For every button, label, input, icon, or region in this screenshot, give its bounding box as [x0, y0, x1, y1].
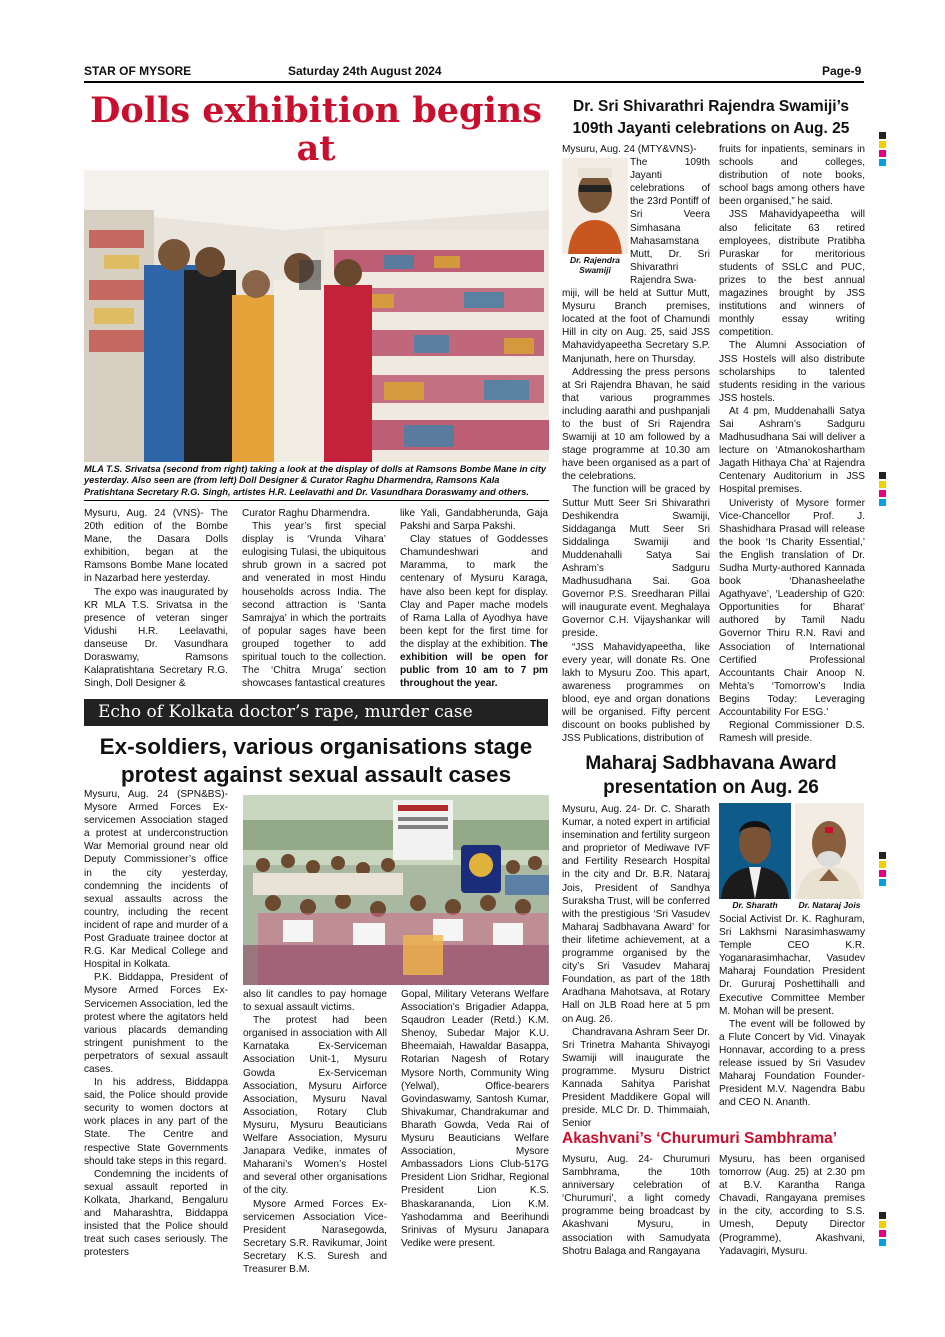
header-rule	[84, 81, 864, 83]
registration-mark-cyan-4	[879, 1239, 886, 1246]
newspaper-name: STAR OF MYSORE	[84, 64, 192, 78]
dolls-caption-rule	[84, 500, 549, 501]
page-number: Page-9	[822, 64, 862, 78]
registration-mark-black-2	[879, 472, 886, 479]
dolls-column-3: like Yali, Gandabherunda, Gaja Pakshi and Sarpa Pakshi. Clay statues of Goddesses Chamundeshwari and Maramma, to mark the centenary of Mysuru Karaga, have also been kept for display. Clay and Paper mache models of Rama Lalla of Ayodhya have been kept for the first time for the display at the exhibition. The exhibition will be open for public from 10 am to 7 pm throughout the year.	[400, 508, 548, 690]
protest-column-3: Gopal, Military Veterans Welfare Association’s Brigadier Adappa, Sqaudron Leader (Retd.) K.M. Shenoy, Subedar Major K.U. Bheemaiah, Hawaldar Basappa, Rotarian Nagesh of Rotary Mysore North, Community Wing (Yelwal), Office-bearers Govindaswamy, Santosh Kumar, Shivakumar, Chandrakumar and Bharath Gowda, Veda Rai of Mysuru Beauticians Welfare Association, Mysore Ambassadors Lions Club-517G President Lion Sridhar, Regional President Lion K.S. Bhaskarananda, Lion K.M. Yashodamma and Beerihundi Srinivas of Mysuru Janapara Vedike were present.	[401, 989, 549, 1249]
award-column-2: Social Activist Dr. K. Raghuram, Sri Lakhsmi Narasimhaswamy Temple CEO K.R. Yoganarasimhachar, Vasudev Maharaj Foundation President Dr. Gururaj Poshettihalli and Executive Committee Member M. Mohan will be present. The event will be followed by a Flute Concert by Vid. Vinayak Honnavar, according to a press release issued by Sri Vasudev Maharaj Foundation Founder-President M.V. Nagendra Babu and CEO N. Ananth.	[719, 914, 865, 1109]
dr-sharath-portrait	[719, 803, 791, 899]
rajendra-portrait-caption: Dr. Rajendra Swamiji	[569, 255, 621, 275]
registration-mark-black-4	[879, 1212, 886, 1219]
registration-mark-yellow-2	[879, 481, 886, 488]
registration-mark-black	[879, 132, 886, 139]
registration-mark-yellow	[879, 141, 886, 148]
registration-mark-black-3	[879, 852, 886, 859]
dolls-column-1: Mysuru, Aug. 24 (VNS)- The 20th edition of the Bombe Mane, the Dasara Dolls exhibition, began at the Ramsons Bombe Mane located in Nazarbad here yesterday. The expo was inaugurated by KR MLA T.S. Srivatsa in the presence of veteran singer Vidushi H.R. Leelavathi, danseuse Dr. Vasundhara Doraswamy, Ramsons Kalapratishtana Secretary R.G. Singh, Doll Designer &	[84, 508, 228, 690]
akashvani-column-2: Mysuru, has been organised tomorrow (Aug. 25) at 2.30 pm at B.V. Karantha Ranga Chavadi, Rangayana premises in the city, according to S.S. Umesh, Deputy Director (Programme), Akashvani, Yadavagiri, Mysuru.	[719, 1154, 865, 1257]
jayanti-column-1: Mysuru, Aug. 24 (MTY&VNS)- The 109th Jayanti celebrations of the 23rd Pontiff of Sri Veera Simhasana Mahasamstana Mutt, Dr. Sri Shivarathri Rajendra Swa- miji, will be held at Suttur Mutt, Mysuru Branch premises, located at the foot of Chamundi Hill in city on Aug. 25, said JSS Mahavidyapeetha Secretary S.P. Manjunath, here on Thursday. Addressing the press persons at Sri Rajendra Bhavan, he said that various programmes including aarathi and pushpanjali to the bust of Sri Rajendra Swamiji at 10 am followed by a stage programme at 10.30 am have been organised as a part of the celebrations. The function will be graced by Suttur Mutt Seer Sri Shivarathri Deshikendra Swamiji, Siddaganga Mutt Seer Sri Siddalinga Swamiji and Muddenahalli Satya Sai Ashram’s Sadguru Madhusudhana Sai. Goa Governor P.S. Sreedharan Pillai will inaugurate event. Meghalaya Governor C.H. Vijayshankar will preside. “JSS Mahavidyapeetha, like every year, will donate Rs. One lakh to Mysuru Zoo. This apart, awareness programmes on blood, eye and organ donations will be organised. Fifty percent discount on books published by JSS Publications, distribution of	[562, 144, 710, 745]
protest-headline: Ex-soldiers, various organisations stage protest against sexual assault cases	[99, 734, 533, 787]
protest-photo	[243, 795, 549, 985]
issue-date: Saturday 24th August 2024	[288, 64, 442, 78]
registration-mark-cyan-2	[879, 499, 886, 506]
dolls-column-2: Curator Raghu Dharmendra. This year’s first special display is ‘Vrunda Vihara’ eulogising Tulasi, the ubiquitous shrub grown in a sacred pot and venerated in most Hindu households across India. The second attraction is ‘Santa Samrajya’ in which the portraits of popular sages have been grouped together to add spiritual touch to the collection. The ‘Chitra Mruga’ section showcases fantastical creatures	[242, 508, 386, 690]
protest-column-1: Mysuru, Aug. 24 (SPN&BS)- Mysore Armed Forces Ex-servicemen Association staged a protest at underconstruction War Memorial ground near old Deputy Commissioner’s office in the city yesterday, condemning the incidents of sexual assaults across the country, including the recent incident of rape and murder of a Post Graduate trainee doctor at R.G. Kar Medical College and Hospital in Kolkata. P.K. Biddappa, President of Mysore Armed Forces Ex-Servicemen Association, led the protest where the agitators held various placards demanding stringent punishment to the perpetrators of sexual assault cases. In his address, Biddappa said, the Police should provide security to women doctors at work places in any part of the State. The Centre and respective State Governments should take steps in this regard. Condemning the incidents of sexual assault reported in Kolkata, Jharkand, Bengaluru and Maharashtra, Biddappa insisted that the Police should treat such cases seriously. The protesters	[84, 789, 228, 1259]
akashvani-headline: Akashvani’s ‘Churumuri Sambhrama’	[562, 1130, 838, 1147]
registration-mark-yellow-3	[879, 861, 886, 868]
registration-mark-cyan-3	[879, 879, 886, 886]
dolls-exhibition-photo	[84, 170, 549, 462]
protest-column-2: also lit candles to pay homage to sexual assault victims. The protest had been organised in association with All Karnataka Ex-Serviceman Association Unit-1, Mysuru Gowda Ex-Serviceman Association, Mysuru Airforce Association, Mysuru Naval Association, Rotary Club Mysuru, Mysuru Beauticians Welfare Association, Mysuru Janapara Vedike, inmates of Maharani’s Women’s Hostel and several other organisations of the city. Mysore Armed Forces Ex-servicemen Association Vice-President Narasegowda, Secretary S.R. Ravikumar, Joint Secretary K.S. Suresh and Treasurer B.M.	[243, 989, 387, 1275]
protest-kicker: Echo of Kolkata doctor’s rape, murder case	[84, 699, 548, 726]
dolls-headline: Dolls exhibition begins at	[90, 90, 542, 169]
registration-mark-yellow-4	[879, 1221, 886, 1228]
registration-mark-cyan	[879, 159, 886, 166]
award-headline: Maharaj Sadbhavana Award presentation on Aug. 26	[585, 753, 837, 798]
jayanti-headline: Dr. Sri Shivarathri Rajendra Swamiji’s 109th Jayanti celebrations on Aug. 25	[572, 98, 850, 137]
registration-mark-magenta	[879, 150, 886, 157]
registration-mark-magenta-3	[879, 870, 886, 877]
registration-mark-magenta-4	[879, 1230, 886, 1237]
akashvani-column-1: Mysuru, Aug. 24- Churumuri Sambhrama, the 10th anniversary celebration of ‘Churumuri’, a light comedy programme being broadcast by Akashvani Mysuru, in association with Samudyata Shotru Balaga and Rangayana	[562, 1154, 710, 1257]
registration-mark-magenta-2	[879, 490, 886, 497]
jayanti-column-2: fruits for inpatients, seminars in schools and colleges, distribution of note books, school bags among others have been organised,” he said. JSS Mahavidyapeetha will also felicitate 63 retired employees, distribute Pratibha Puraskar for meritorious students of SSLC and PUC, prizes to the best annual magazines brought by JSS institutions and winners of monthly essay writing competition. The Alumni Association of JSS Hostels will also distribute scholarships to talented students residing in the various JSS hostels. At 4 pm, Muddenahalli Satya Sai Ashram’s Sadguru Madhusudhana Sai will deliver a lecture on ‘Atmanokoshartham Jagath Hithaya Cha’ at Rajendra Centenary Auditorium in JSS Hospital premises. Univeristy of Mysore former Vice-Chancellor Prof. J. Shashidhara Prasad will release the book ‘Is Charity Essential,’ the English translation of Dr. Sudha Murty-authored Kannada book ‘Dhanasheelathe Agathyave’, ‘Leadership of G20: Opportunities for Bharat’ authored by Tamil Nadu Governor Thiru R.N. Ravi and Association of International Certified Professional Accountants Chair Anoop N. Mehta’s ‘Tomorrow’s India Begins Today: Leveraging Accountability For ESG.’ Regional Commissioner D.S. Ramesh will preside.	[719, 144, 865, 745]
dolls-photo-caption: MLA T.S. Srivatsa (second from right) taking a look at the display of dolls at Ramsons Bombe Mane in city yesterday. Also seen are (from left) Doll Designer & Curator Raghu Dharmendra, Ramsons Kala Pratishtana Secretary R.G. Singh, artistes H.R. Leelavathi and Dr. Vasundhara Doraswamy and others.	[84, 464, 547, 497]
sharath-caption: Dr. Sharath	[732, 900, 778, 910]
award-column-1: Mysuru, Aug. 24- Dr. C. Sharath Kumar, a noted expert in artificial insemination and fertility surgeon and proprietor of Mediwave IVF and Fertility Research Hospital in the city and Dr. B.R. Nataraj Jois, President of Sandhya Suraksha Trust, will be conferred with the prestigious ‘Sri Vasudev Maharaj Sadbhavana Award’ for their lifetime achievement, at a programme organised by the city’s Sri Vasudev Maharaj Foundation, as part of the 18th Aradhana Mahotsava, at Rotary Hall on JLB Road here at 5 pm on Aug. 26. Chandravana Ashram Seer Dr. Sri Trinetra Mahanta Shivayogi Swamiji will inaugurate the programme. Mysuru District Kannada Sahitya Parishat President Maddikere Gopal will preside. MLC Dr. D. Thimmaiah, Senior	[562, 804, 710, 1130]
nataraj-jois-caption: Dr. Nataraj Jois	[798, 900, 861, 910]
dr-nataraj-jois-portrait	[795, 803, 864, 899]
